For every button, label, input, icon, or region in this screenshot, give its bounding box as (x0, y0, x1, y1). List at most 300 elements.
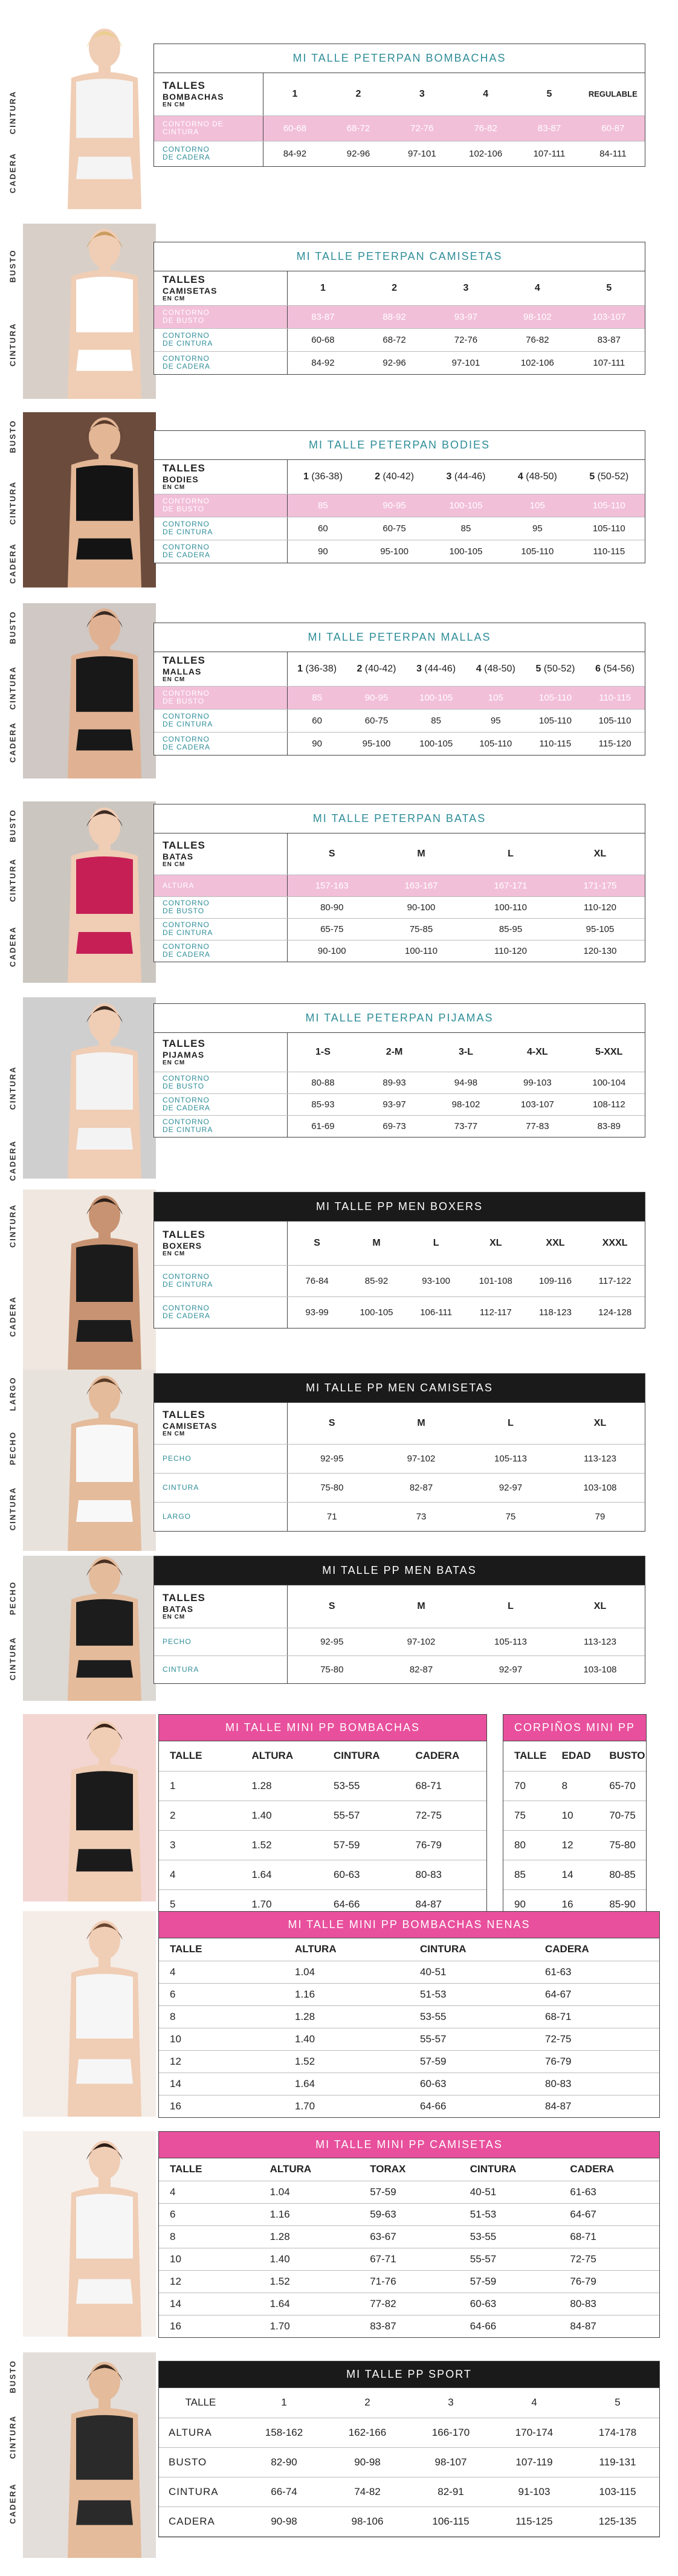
cell-value: 72-75 (405, 1801, 487, 1830)
measure-label-line2: CINTURA (163, 128, 199, 136)
men_batas-table-title: MI TALLE PP MEN BATAS (154, 1556, 645, 1585)
units-label: EN CM (163, 1060, 186, 1067)
mini_bombachas-table-body (159, 1741, 486, 1919)
cell-value: 80-85 (598, 1860, 646, 1889)
measure-value: 105-110 (573, 494, 645, 517)
mini_camisetas-row (159, 2248, 659, 2270)
photo-label-cintura: CINTURA (8, 2415, 18, 2459)
size-header-cell: XL (555, 1585, 645, 1628)
mini_bombachas-header-row (159, 1741, 486, 1771)
talles-title: TALLES (163, 274, 205, 286)
corpinos-header-row (503, 1741, 646, 1771)
bombachas-table-body (154, 73, 645, 166)
cell-value: 3 (159, 1830, 241, 1860)
cell-value: 103-115 (576, 2477, 659, 2506)
batas-size-table (153, 804, 645, 962)
measure-value: 84-111 (599, 148, 627, 159)
mini_camisetas-table-body (159, 2158, 659, 2337)
measure-value: 90 (318, 546, 328, 557)
batas-photo-labels (2, 801, 23, 983)
measure-label (154, 517, 287, 540)
cell-value: 57-59 (409, 2050, 534, 2073)
size-header-cell (585, 652, 645, 686)
cell-value: CINTURA (159, 2477, 242, 2506)
measure-value: 95 (502, 517, 573, 540)
mini_camisetas-size-table (158, 2131, 660, 2338)
cell-value: 166-170 (409, 2418, 492, 2447)
column-header: CINTURA (459, 2158, 560, 2181)
talles-subtitle: BATAS (163, 852, 194, 862)
measure-value: 82-87 (409, 1664, 433, 1675)
talles-title: TALLES (163, 1592, 205, 1604)
size-header-cell: 2 (358, 271, 430, 305)
corpinos-size-table (503, 1714, 647, 1920)
talles-subtitle: CAMISETAS (163, 286, 218, 296)
measure-label-line1: CONTORNO (163, 331, 210, 340)
measure-value: 83-89 (597, 1121, 621, 1131)
cell-value: 90-98 (242, 2506, 326, 2536)
size-range: (48-50) (484, 663, 515, 674)
cell-value: 1.16 (284, 1983, 409, 2005)
sport-photo-labels (2, 2352, 23, 2558)
cell-value: 51-53 (459, 2203, 560, 2225)
corpinos-row (503, 1801, 646, 1830)
measure-value: 95-100 (380, 546, 408, 557)
mini_bombachas-row (159, 1830, 486, 1860)
measure-label (154, 305, 287, 328)
cell-value: 174-178 (576, 2418, 659, 2447)
cell-value: 14 (159, 2293, 259, 2315)
size-header-cell (406, 652, 466, 686)
column-header: CADERA (405, 1741, 487, 1771)
cell-value: 75-80 (598, 1830, 646, 1860)
men_batas-photo-labels (2, 1556, 23, 1701)
measure-value: 103-108 (583, 1664, 617, 1675)
size-header-cell (358, 460, 430, 494)
cell-value: 82-90 (242, 2447, 326, 2477)
cell-value: 80-83 (534, 2073, 659, 2095)
measure-label-line1: ALTURA (163, 881, 195, 890)
cell-value: 5 (170, 1898, 176, 1910)
measure-value: 75 (505, 1511, 516, 1522)
mini_camisetas-table-title: MI TALLE MINI PP CAMISETAS (159, 2132, 659, 2158)
sport-row (159, 2447, 659, 2477)
column-header: ALTURA (284, 1938, 409, 1961)
cell-value: 1.04 (259, 2181, 360, 2203)
mini_bombachas-row (159, 1801, 486, 1830)
size-header-cell (347, 652, 407, 686)
measure-label (154, 1296, 287, 1328)
units-label: EN CM (163, 676, 186, 684)
size-range: (44-46) (424, 663, 456, 674)
cell-value: 16 (170, 2320, 181, 2332)
batas-row (154, 940, 645, 962)
pijamas-row (154, 1072, 645, 1093)
cell-value: 90 (514, 1898, 526, 1910)
batas-row (154, 896, 645, 918)
measure-label (154, 686, 287, 709)
mallas-row (154, 686, 645, 709)
cell-value: 1.70 (251, 1898, 272, 1910)
talles-title: TALLES (163, 840, 205, 852)
talles-label (154, 271, 287, 305)
bodies-table-title: MI TALLE PETERPAN BODIES (154, 431, 645, 460)
size-header-cell: 1 (287, 271, 358, 305)
column-header: TALLE (159, 1741, 241, 1771)
talles-subtitle: CAMISETAS (163, 1421, 218, 1431)
measure-value: 68-72 (326, 115, 390, 141)
size-header-cell: XXXL (585, 1222, 645, 1265)
size-header-cell: 3 (430, 271, 502, 305)
talles-title: TALLES (163, 655, 205, 667)
measure-value: 90-95 (358, 494, 430, 517)
camisetas-size-table (153, 242, 645, 375)
column-header: TALLE (503, 1741, 551, 1771)
column-header: CINTURA (409, 1938, 534, 1961)
measure-value: 92-97 (499, 1664, 523, 1675)
column-header: ALTURA (259, 2158, 360, 2181)
measure-label (154, 1444, 287, 1473)
mini_nenas-row (159, 2005, 659, 2028)
measure-label-line1: CINTURA (163, 1665, 199, 1674)
units-label: EN CM (163, 1614, 186, 1621)
measure-value: 93-100 (406, 1265, 466, 1296)
measure-value: 85 (287, 686, 347, 709)
measure-value: 100-110 (466, 896, 555, 918)
measure-label (154, 1502, 287, 1531)
measure-label (154, 351, 287, 374)
photo-label-cadera: CADERA (8, 926, 18, 967)
men_batas-size-header-row (154, 1585, 645, 1628)
measure-label-line1: CONTORNO (163, 1074, 210, 1083)
talles-subtitle: BOMBACHAS (163, 92, 224, 102)
size-header-cell (466, 652, 526, 686)
measure-value: 60-75 (347, 709, 407, 732)
cell-value: 64-66 (470, 2320, 497, 2332)
units-label: EN CM (163, 861, 186, 869)
mini_nenas-size-table (158, 1911, 660, 2118)
camisetas-size-header-row (154, 271, 645, 305)
cell-value: 80-83 (405, 1860, 487, 1889)
size-header-cell (502, 460, 573, 494)
measure-value: 88-92 (358, 305, 430, 328)
cell-value: 64-66 (334, 1898, 360, 1910)
sport-row (159, 2477, 659, 2506)
measure-label-line2: DE BUSTO (163, 1082, 205, 1090)
measure-value: 77-83 (526, 1121, 549, 1131)
measure-value: 73 (416, 1511, 427, 1522)
measure-value: 103-108 (555, 1473, 645, 1502)
measure-value: 101-108 (466, 1265, 526, 1296)
measure-value: 93-99 (305, 1307, 329, 1318)
cell-value: 60-63 (409, 2073, 534, 2095)
measure-value: 118-123 (538, 1307, 572, 1318)
cell-value: 75 (503, 1801, 551, 1830)
measure-value: 83-87 (287, 305, 358, 328)
talles-label (154, 1403, 287, 1444)
measure-value: 105-110 (526, 686, 586, 709)
men_camisetas-photo-labels (2, 1370, 23, 1551)
mini_bombachas-table-title: MI TALLE MINI PP BOMBACHAS (159, 1715, 486, 1741)
cell-value: 158-162 (242, 2418, 326, 2447)
mini_camisetas-row (159, 2225, 659, 2248)
cell-value: 1.64 (241, 1860, 323, 1889)
cell-value: 170-174 (492, 2418, 576, 2447)
cell-value: 1.04 (284, 1961, 409, 1983)
mini_nenas-header-row (159, 1938, 659, 1961)
size-header-cell: XL (466, 1222, 526, 1265)
measure-label (154, 1072, 287, 1093)
measure-value: 73-77 (454, 1121, 478, 1131)
bodies-table-body (154, 460, 645, 563)
cell-value: 1 (159, 1771, 241, 1801)
cell-value: 125-135 (576, 2506, 659, 2536)
column-header: 1 (242, 2388, 326, 2418)
cell-value: 76-79 (405, 1830, 487, 1860)
measure-value: 83-87 (517, 115, 581, 141)
measure-value: 100-110 (405, 945, 437, 956)
cell-value: 64-66 (420, 2100, 447, 2112)
cell-value: 61-63 (534, 1961, 659, 1983)
cell-value: 55-57 (323, 1801, 405, 1830)
measure-value: 61-69 (311, 1121, 335, 1131)
measure-label (154, 115, 263, 141)
cell-value: 2 (159, 1801, 241, 1830)
measure-label-line1: CONTORNO (163, 145, 210, 154)
measure-label (154, 875, 287, 896)
talles-subtitle: BATAS (163, 1604, 194, 1614)
size-header-cell: 4 (454, 73, 517, 115)
cell-value: 1.40 (259, 2248, 360, 2270)
cell-value: 12 (159, 2270, 259, 2293)
cell-value: 1.52 (259, 2270, 360, 2293)
column-header: ALTURA (241, 1741, 323, 1771)
size-header-cell: S (287, 833, 376, 875)
size-range: (36-38) (311, 471, 343, 482)
size-header-cell: REGULABLE (581, 73, 645, 115)
measure-value: 112-117 (479, 1307, 512, 1318)
talles-subtitle: PIJAMAS (163, 1050, 205, 1060)
measure-value: 85-92 (347, 1265, 407, 1296)
camisetas-photo-labels (2, 224, 23, 399)
measure-value: 85 (406, 709, 466, 732)
photo-label-cadera: CADERA (8, 1140, 18, 1181)
size-header-cell: 3 (390, 73, 454, 115)
measure-value: 92-95 (287, 1628, 376, 1655)
men_camisetas-row (154, 1502, 645, 1531)
measure-value: 90-100 (317, 945, 346, 956)
talles-label (154, 1222, 287, 1265)
mallas-size-header-row (154, 652, 645, 686)
measure-label (154, 494, 287, 517)
cell-value: 1.52 (284, 2050, 409, 2073)
size-number: 5 (535, 663, 541, 674)
cell-value: 84-87 (545, 2100, 572, 2112)
cell-value: 77-82 (359, 2293, 459, 2315)
men_camisetas-table-body (154, 1403, 645, 1531)
cell-value: 16 (561, 1898, 573, 1910)
men_boxers-table-title: MI TALLE PP MEN BOXERS (154, 1193, 645, 1222)
column-header: 2 (326, 2388, 409, 2418)
bombachas-photo-labels (2, 22, 23, 209)
size-range: (36-38) (305, 663, 337, 674)
mini_camisetas-row (159, 2293, 659, 2315)
photo-label-cintura: CINTURA (8, 1486, 18, 1531)
pijamas-row (154, 1093, 645, 1115)
mini_nenas-row (159, 2095, 659, 2117)
size-number: 2 (357, 663, 363, 674)
cell-value: 1.28 (284, 2005, 409, 2028)
cell-value: 90-98 (326, 2447, 409, 2477)
size-header-cell: XL (555, 1403, 645, 1444)
pijamas-size-header-row (154, 1033, 645, 1072)
talles-subtitle: BODIES (163, 474, 199, 485)
measure-value: 85-93 (287, 1093, 358, 1115)
measure-value: 94-98 (430, 1072, 502, 1093)
photo-label-cintura: CINTURA (8, 858, 18, 902)
cell-value: 70-75 (598, 1801, 646, 1830)
size-header-cell: 5 (573, 271, 645, 305)
talles-title: TALLES (163, 1038, 205, 1050)
corpinos-table-body (503, 1741, 646, 1919)
sport-row (159, 2418, 659, 2447)
measure-value: 92-96 (383, 357, 406, 368)
measure-value: 115-120 (598, 738, 631, 749)
size-header-cell: L (466, 833, 555, 875)
measure-label-line2: DE CADERA (163, 551, 211, 560)
talles-label (154, 73, 263, 115)
camisetas-table-title: MI TALLE PETERPAN CAMISETAS (154, 242, 645, 271)
size-header-cell (430, 460, 502, 494)
mini_bombachas-size-table (158, 1714, 487, 1920)
measure-value: 105 (502, 494, 573, 517)
mini_nenas-photo-labels (2, 1911, 23, 2117)
measure-label-line2: DE BUSTO (163, 316, 205, 325)
measure-label-line1: CONTORNO (163, 712, 210, 720)
measure-value: 85 (287, 494, 358, 517)
size-range: (44-46) (454, 471, 486, 482)
photo-label-cintura: CINTURA (8, 1066, 18, 1110)
column-header: EDAD (551, 1741, 599, 1771)
measure-value: 93-97 (430, 305, 502, 328)
cell-value: 14 (551, 1860, 599, 1889)
measure-value: 110-115 (585, 686, 645, 709)
men_boxers-size-table (153, 1192, 645, 1328)
photo-label-cadera: CADERA (8, 722, 18, 763)
size-header-cell: L (406, 1222, 466, 1265)
size-header-cell: 4-XL (502, 1033, 573, 1072)
measure-value: 82-87 (376, 1473, 466, 1502)
batas-row (154, 918, 645, 940)
measure-label-line2: DE CINTURA (163, 528, 213, 536)
size-number: 5 (589, 471, 595, 482)
cell-value: 83-87 (370, 2320, 396, 2332)
cell-value: 71-76 (359, 2270, 459, 2293)
corpinos-row (503, 1771, 646, 1801)
cell-value: 70 (503, 1771, 551, 1801)
measure-value: 102-106 (469, 148, 503, 159)
measure-label (154, 540, 287, 563)
size-header-cell (287, 652, 347, 686)
mini_bombachas-row (159, 1771, 486, 1801)
measure-value: 90 (312, 738, 322, 749)
measure-label-line2: DE CADERA (163, 743, 211, 752)
camisetas-row (154, 305, 645, 328)
measure-value: 107-111 (533, 148, 566, 159)
photo-label-busto: BUSTO (8, 809, 18, 843)
measure-label (154, 1628, 287, 1655)
bombachas-size-table (153, 44, 645, 167)
size-header-cell: 2-M (358, 1033, 430, 1072)
cell-value: 6 (159, 2203, 259, 2225)
measure-value: 97-102 (376, 1444, 466, 1473)
cell-value: 1.70 (295, 2100, 315, 2112)
measure-value: 85 (430, 517, 502, 540)
measure-value: 95-105 (555, 918, 645, 940)
size-header-cell (287, 460, 358, 494)
talles-label (154, 1033, 287, 1072)
measure-value: 60-68 (263, 115, 326, 141)
measure-label-line1: CONTORNO (163, 735, 210, 744)
size-header-cell: 5-XXL (573, 1033, 645, 1072)
measure-label (154, 141, 263, 166)
cell-value: 66-74 (242, 2477, 326, 2506)
measure-label-line1: CONTORNO (163, 1118, 210, 1127)
size-header-cell (573, 460, 645, 494)
cell-value: 98-106 (326, 2506, 409, 2536)
talles-label (154, 460, 287, 494)
cell-value: 40-51 (409, 1961, 534, 1983)
measure-value: 97-102 (376, 1628, 466, 1655)
mini_camisetas-photo-labels (2, 2131, 23, 2337)
cell-value: 74-82 (326, 2477, 409, 2506)
mini_nenas-row (159, 2050, 659, 2073)
size-header-cell: S (287, 1585, 376, 1628)
photo-label-largo: LARGO (8, 1376, 18, 1411)
cell-value: 10 (159, 2028, 284, 2050)
mini_camisetas-row (159, 2181, 659, 2203)
cell-value: 4 (159, 2181, 259, 2203)
measure-value: 110-120 (555, 896, 645, 918)
size-header-cell: XL (555, 833, 645, 875)
men_batas-row (154, 1628, 645, 1655)
measure-value: 107-111 (593, 357, 625, 368)
cell-value: 10 (159, 2248, 259, 2270)
talles-subtitle: BOXERS (163, 1241, 202, 1251)
cell-value: 1.70 (270, 2320, 290, 2332)
column-header: 5 (576, 2388, 659, 2418)
photo-label-cintura: CINTURA (8, 1636, 18, 1681)
men_boxers-row (154, 1265, 645, 1296)
men_camisetas-table-title: MI TALLE PP MEN CAMISETAS (154, 1374, 645, 1403)
measure-value: 75-80 (287, 1473, 376, 1502)
measure-value: 100-105 (406, 686, 466, 709)
measure-label-line2: DE CINTURA (163, 339, 213, 348)
cell-value: BUSTO (159, 2447, 242, 2477)
cell-value: 10 (551, 1801, 599, 1830)
mini_nenas-row (159, 1961, 659, 1983)
column-header: CADERA (559, 2158, 659, 2181)
measure-value: 105-110 (526, 709, 586, 732)
measure-value: 69-73 (383, 1121, 406, 1131)
measure-label-line2: DE CADERA (163, 1104, 211, 1112)
column-header: CINTURA (323, 1741, 405, 1771)
bombachas-size-header-row (154, 73, 645, 115)
measure-value: 100-105 (360, 1307, 393, 1318)
measure-label-line1: CONTORNO (163, 1096, 210, 1104)
measure-label-line2: DE BUSTO (163, 907, 205, 915)
measure-label-line1: PECHO (163, 1454, 192, 1463)
